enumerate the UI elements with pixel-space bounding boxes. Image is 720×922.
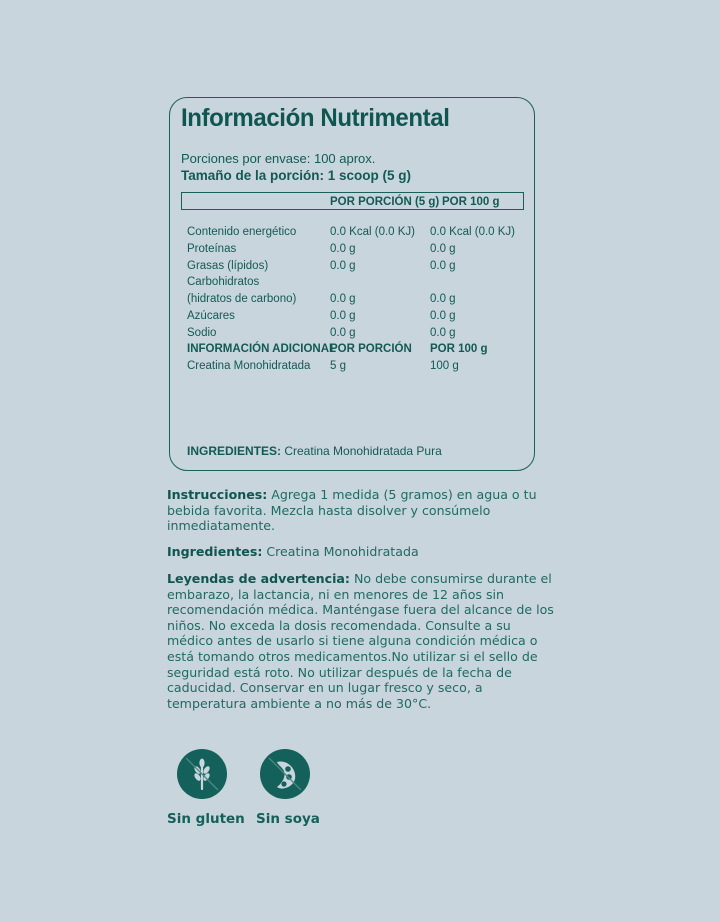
additional-per-100-header: POR 100 g (430, 343, 488, 355)
row-label: Sodio (187, 326, 217, 339)
row-label: Azúcares (187, 310, 235, 322)
instructions-label: Instrucciones: (167, 487, 268, 502)
row-label: (hidratos de carbono) (187, 293, 297, 306)
gluten-free-label: Sin gluten (167, 811, 245, 827)
warnings-text: No debe consumirse durante el embarazo, la lactancia, ni en menores de 12 años sin recomendación médica. Manténgase fuera del alcance de los niños. No exceda la dosis recomendada. Consulte a su médico antes de usarlo si tiene alguna condición médica o está tomando otros medicamentos.No utilizar si el sello de seguridad está roto. No utilizar después de la fecha de caducidad. Conservar en un lugar fresco y seco, a temperatura ambiente a no más de 30°C. (167, 571, 554, 711)
additional-row-label: Creatina Monohidratada (187, 360, 311, 372)
panel-title: Información Nutrimental (181, 104, 450, 132)
row-per-serving: 0.0 g (330, 293, 356, 306)
row-per-100: 0.0 g (430, 326, 456, 339)
additional-row-per-100: 100 g (430, 360, 459, 372)
row-label: Contenido energético (187, 226, 297, 238)
panel-ingredients (187, 444, 442, 458)
row-per-serving: 0.0 g (330, 259, 356, 272)
additional-per-serving-header: POR PORCIÓN (330, 343, 412, 355)
ingredients-label: Ingredientes: (167, 544, 263, 559)
row-per-100: 0.0 g (430, 293, 456, 306)
instructions-paragraph (167, 487, 557, 534)
ingredients-paragraph (167, 544, 557, 560)
servings-per-container: Porciones por envase: 100 aprox. (181, 151, 376, 166)
gluten-free-badge (177, 749, 227, 799)
nutrition-facts-panel (169, 97, 535, 471)
panel-ingredients-label: INGREDIENTES: (187, 444, 282, 458)
ingredients-text: Creatina Monohidratada (262, 544, 419, 559)
row-per-serving: 0.0 g (330, 242, 356, 255)
warnings-paragraph (167, 571, 557, 711)
warnings-label: Leyendas de advertencia: (167, 571, 350, 586)
row-per-serving: 0.0 Kcal (0.0 KJ) (330, 226, 416, 238)
row-label: Grasas (lípidos) (187, 259, 269, 272)
row-per-100: 0.0 g (430, 242, 456, 255)
row-per-serving: 0.0 g (330, 310, 356, 322)
additional-info-label: INFORMACIÓN ADICIONAL (187, 343, 337, 355)
panel-ingredients-value: Creatina Monohidratada Pura (281, 444, 442, 458)
row-per-100: 0.0 g (430, 310, 456, 322)
soy-free-badge (260, 749, 310, 799)
col-header-per-serving: POR PORCIÓN (5 g) (330, 196, 440, 208)
row-per-100: 0.0 g (430, 259, 456, 272)
serving-size: Tamaño de la porción: 1 scoop (5 g) (181, 168, 412, 183)
row-label: Carbohidratos (187, 276, 260, 289)
wheat-crossed-icon (177, 749, 227, 799)
instructions-text: Agrega 1 medida (5 gramos) en agua o tu bebida favorita. Mezcla hasta disolver y consúmelo inmediatamente. (167, 487, 537, 534)
row-per-100: 0.0 Kcal (0.0 KJ) (430, 226, 516, 238)
soy-free-label: Sin soya (256, 811, 320, 827)
col-header-per-100: POR 100 g (442, 196, 500, 208)
row-label: Proteínas (187, 242, 237, 255)
additional-row-per-serving: 5 g (330, 360, 346, 372)
soybean-crossed-icon (260, 749, 310, 799)
row-per-serving: 0.0 g (330, 326, 356, 339)
